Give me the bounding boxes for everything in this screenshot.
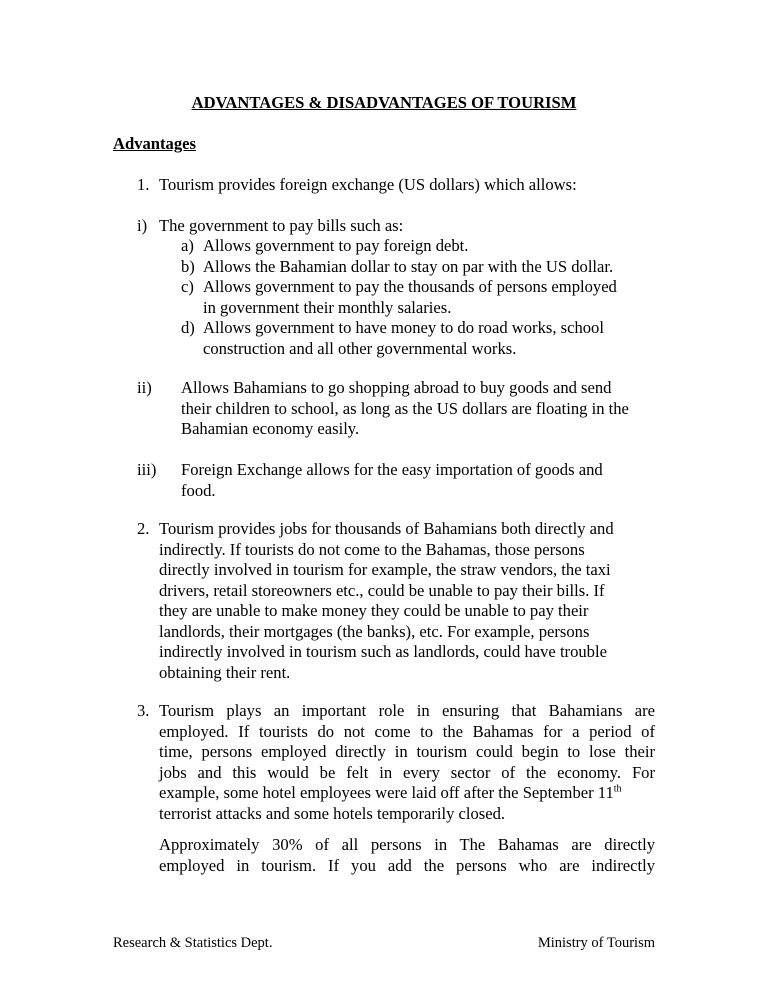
sub-b-text <box>203 257 613 278</box>
sub-ii-text <box>181 378 629 440</box>
item-3-line: jobs and this would be felt in every sector of the economy. For <box>159 762 655 782</box>
page-title: ADVANTAGES & DISADVANTAGES OF TOURISM <box>191 93 577 112</box>
item-2-line: obtaining their rent. <box>159 662 291 682</box>
item-3-line: Tourism plays an important role in ensuring that Bahamians are <box>159 701 655 720</box>
item-2-text <box>159 519 614 683</box>
sub-b-marker: b) <box>181 256 195 276</box>
item-3-line <box>159 783 655 804</box>
section-heading-advantages: Advantages <box>113 134 196 153</box>
sub-i-marker: i) <box>137 216 148 235</box>
sub-d-text <box>203 318 604 359</box>
footer-department: Research & Statistics Dept. <box>113 935 273 951</box>
sub-c-line: in government their monthly salaries. <box>203 297 452 317</box>
sub-a-marker: a) <box>181 236 194 255</box>
sub-a-line: Allows government to pay foreign debt. <box>203 236 469 255</box>
item-1-marker: 1. <box>137 175 150 194</box>
footer-ministry: Ministry of Tourism <box>537 935 655 951</box>
item-2-line: drivers, retail storeowners etc., could be unable to pay their bills. If <box>159 580 605 600</box>
sub-ii-line: Bahamian economy easily. <box>181 419 360 438</box>
sub-i-text: The government to pay bills such as: <box>159 216 404 235</box>
item-3-line: time, persons employed directly in tourism could begin to lose their <box>159 742 655 761</box>
sub-d-line: Allows government to have money to do road works, school <box>203 318 604 337</box>
sub-d-line: construction and all other governmental works. <box>203 338 517 358</box>
sub-a-text <box>203 236 468 257</box>
item-2-line: Tourism provides jobs for thousands of Bahamians both directly and <box>159 519 614 538</box>
sub-ii-line: their children to school, as long as the US dollars are floating in the <box>181 398 629 418</box>
item-1-text: Tourism provides foreign exchange (US dollars) which allows: <box>159 175 577 194</box>
item-3-paragraph-2 <box>159 835 655 876</box>
item-2-line: they are unable to make money they could be unable to pay their <box>159 601 589 620</box>
sub-iii-line: food. <box>181 480 216 500</box>
item-3-line: employed. If tourists do not come to the Bahamas for a period of <box>159 721 655 741</box>
item-3-line: terrorist attacks and some hotels temporarily closed. <box>159 803 506 823</box>
item-3-line-text: example, some hotel employees were laid off after the September 11 <box>159 783 614 802</box>
item-2-line: indirectly. If tourists do not come to the Bahamas, those persons <box>159 539 585 559</box>
item-2-line: directly involved in tourism for example, the straw vendors, the taxi <box>159 560 611 579</box>
item-2-line: landlords, their mortgages (the banks), etc. For example, persons <box>159 621 590 641</box>
item-3-para2-line: employed in tourism. If you add the persons who are indirectly <box>159 855 655 875</box>
sub-iii-marker: iii) <box>137 460 157 479</box>
sub-iii-line: Foreign Exchange allows for the easy importation of goods and <box>181 460 603 479</box>
item-2-line: indirectly involved in tourism such as landlords, could have trouble <box>159 642 607 661</box>
sub-b-line: Allows the Bahamian dollar to stay on par with the US dollar. <box>203 256 614 276</box>
sub-iii-text <box>181 460 603 501</box>
sub-c-line: Allows government to pay the thousands of persons employed <box>203 277 617 296</box>
superscript-th: th <box>613 783 622 795</box>
sub-c-text <box>203 277 617 318</box>
item-3-text <box>159 701 655 824</box>
item-2-marker: 2. <box>137 519 150 538</box>
sub-ii-marker: ii) <box>137 378 152 397</box>
item-3-marker: 3. <box>137 701 150 720</box>
sub-ii-line: Allows Bahamians to go shopping abroad to buy goods and send <box>181 378 612 397</box>
item-3-para2-line: Approximately 30% of all persons in The Bahamas are directly <box>159 835 655 854</box>
sub-c-marker: c) <box>181 277 194 296</box>
sub-d-marker: d) <box>181 318 195 337</box>
